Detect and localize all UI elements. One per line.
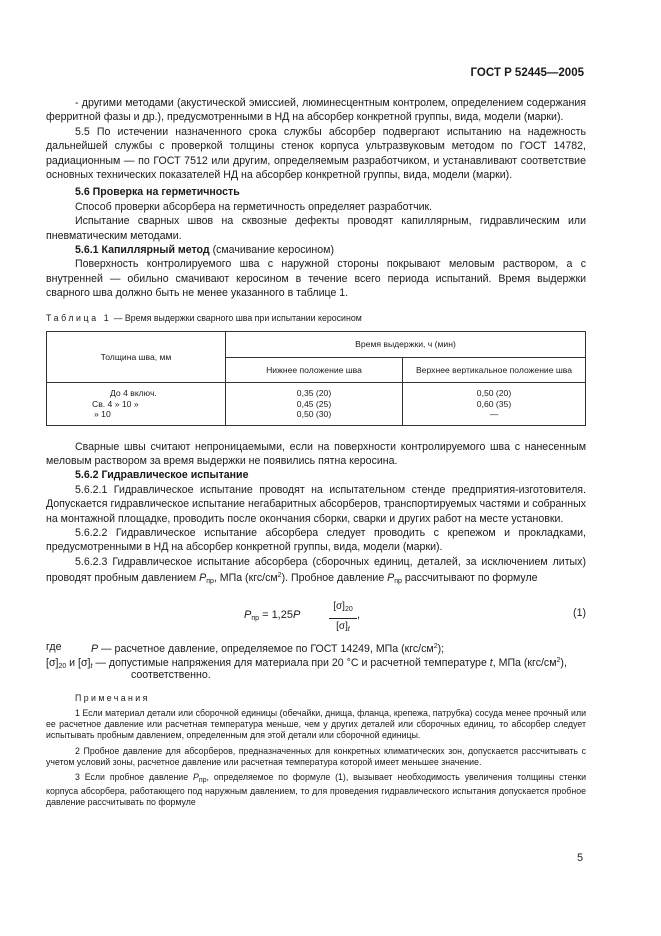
paragraph-5-6-2-2: 5.6.2.2 Гидравлическое испытание абсорбера следует проводить с крепежом и прокладками, предусмотренными в НД на абсорбер конкретной группы, вида, модели (марки).	[46, 527, 586, 554]
fraction-numerator	[329, 600, 357, 617]
symbol-p: P	[192, 772, 199, 783]
definition-text: , МПа (кгс/см	[492, 657, 557, 670]
table-1	[46, 331, 586, 426]
note-3	[46, 772, 586, 809]
table-cell: 0,50 (30)	[296, 409, 332, 420]
symbol-p: P	[199, 572, 207, 585]
superscript-2: 2	[433, 642, 438, 650]
sigma-and: и [σ]	[66, 657, 91, 670]
table-caption-text: — Время выдержки сварного шва при испытании керосином	[111, 312, 362, 323]
table-cell: 0,45 (25)	[296, 398, 332, 409]
symbol-t: t	[489, 657, 493, 670]
definition-text: соответственно.	[131, 669, 211, 682]
text-run: рассчитывают по формуле	[401, 572, 538, 585]
paragraph-leak-method: Способ проверки абсорбера на герметичность определяет разработчик.	[75, 200, 433, 213]
fraction-line	[329, 618, 357, 619]
paragraph-5-5: 5.5 По истечении назначенного срока службы абсорбер подвергают испытанию на надежность дальнейшей службы с проверкой толщины стенок корпуса ультразвуковым методом по ГОСТ 14782, радиационным — по ГОСТ 7512 или другим, определяемым разработчиком, и устанавливают соответствие основных технических показателей НД на абсорбер конкретной группы, вида, модели (марки).	[46, 125, 586, 182]
sigma-symbol: [σ]	[46, 657, 59, 670]
notes-heading: Примечания	[75, 692, 150, 703]
col-upper-values	[403, 383, 586, 426]
definitions	[46, 640, 586, 683]
col-header-lower: Нижнее положение шва	[226, 357, 403, 383]
subscript-pr: пр	[251, 614, 260, 622]
fraction-denominator	[329, 620, 357, 637]
text-run: 5.6.2.3 Гидравлическое испытание абсорбера (сборочных единиц, деталей, за исключением литых) проводят пробным давлением	[46, 555, 586, 585]
sigma-sub-t: t	[90, 663, 93, 671]
text-run: , МПа (кгс/см	[213, 572, 278, 585]
document-header: ГОСТ Р 52445—2005	[470, 67, 584, 79]
symbol-p: P	[91, 642, 99, 655]
paragraph-capillary: Поверхность контролируемого шва с наружной стороны покрывают меловым раствором, а с внутренней — обильно смачивают керосином в течение всего периода испытаний. Время выдержки сварного шва должно быть не менее указанного в таблице 1.	[46, 258, 586, 300]
text-run: ). Пробное давление	[281, 572, 388, 585]
subscript-pr: пр	[394, 578, 402, 586]
col-thickness-values	[47, 383, 226, 426]
text-run: , определяемое по формуле (1), вызывает необходимость увеличения толщины стенки корпуса абсорбера, работающего под наружным давлением, то для проведения гидравлического испытания допускается пробное давление рассчитывать по формуле	[46, 772, 586, 808]
symbol-p: P	[244, 608, 252, 621]
text-run: 3 Если пробное давление	[75, 772, 193, 783]
document-body	[46, 96, 586, 809]
heading-5-6-2: 5.6.2 Гидравлическое испытание	[75, 469, 249, 482]
close-paren: );	[437, 642, 445, 655]
formula-fraction	[329, 600, 357, 638]
subscript-pr: пр	[198, 777, 207, 785]
paragraph-5-6-2-1: 5.6.2.1 Гидравлическое испытание проводят на испытательном стенде предприятия-изготовителя. Допускается гидравлическое испытание негабаритных абсорберов, транспортируемых частями и собранных на монтажной площадке, проводить после окончания сборки, сварки и других работ на месте установки.	[46, 483, 586, 525]
superscript-2: 2	[277, 572, 282, 580]
paragraph-5-6-2-3	[46, 555, 586, 590]
table-cell: 0,35 (20)	[296, 388, 332, 399]
page-number: 5	[577, 852, 583, 864]
sigma-sub: 20	[58, 663, 67, 671]
numerator-sub: 20	[344, 605, 353, 613]
notes	[46, 693, 586, 809]
table-cell: Св. 4 » 10 »	[92, 398, 139, 409]
definition-p	[46, 640, 586, 654]
superscript-2: 2	[556, 657, 561, 665]
paragraph-impermeable: Сварные швы считают непроницаемыми, если на поверхности контролируемого шва с нанесенным меловым раствором за время выдержки не появились пятна керосина.	[46, 440, 586, 467]
col-lower-values	[226, 383, 403, 426]
close-paren: ),	[560, 657, 567, 670]
col-header-upper: Верхнее вертикальное положение шва	[403, 357, 586, 383]
denominator-sub: t	[347, 626, 350, 634]
note-1: 1 Если материал детали или сборочной единицы (обечайки, днища, фланца, крепежа, патрубка) сосуда менее прочный или ее расчетное давление или расчетная температура меньше, чем у других деталей или сборочных единиц, то абсорбер следует испытывать пробным давлением, определенным для этой детали или сборочной единицы.	[46, 708, 586, 741]
table-caption-label: Таблица 1	[46, 312, 112, 323]
heading-5-6: 5.6 Проверка на герметичность	[75, 186, 240, 199]
table-cell: 0,60 (35)	[476, 398, 512, 409]
paragraph-other-methods: - другими методами (акустической эмиссией, люминесцентным контролем, определением содержания ферритной фазы и др.), предусмотренными в НД на абсорбер конкретной группы, вида, модели (марки).	[46, 97, 586, 124]
paragraph-weld-test: Испытание сварных швов на сквозные дефекты проводят капиллярным, гидравлическим или пневматическим методами.	[46, 215, 586, 242]
definition-text: — расчетное давление, определяемое по ГОСТ 14249, МПа (кгс/см	[98, 642, 434, 655]
formula-number: (1)	[573, 606, 586, 619]
definition-text: — допустимые напряжения для материала при 20 °С и расчетной температуре	[92, 657, 490, 670]
heading-5-6-1	[46, 243, 586, 257]
note-2: 2 Пробное давление для абсорберов, предназначенных для конкретных климатических зон, допускается рассчитывать с учетом условий зоны, расчетное давление или расчетная температура которой имеет меньшее значение.	[46, 745, 586, 767]
symbol-p: P	[387, 572, 395, 585]
denominator-sigma: [σ]	[336, 621, 348, 633]
heading-5-6-1-bold: 5.6.1 Капиллярный метод	[75, 244, 210, 257]
symbol-p: P	[292, 608, 301, 621]
table-cell: 0,50 (20)	[476, 388, 512, 399]
table-cell: До 4 включ.	[110, 388, 157, 399]
table-cell: » 10	[94, 409, 111, 420]
formula-eq: = 1,25	[259, 608, 293, 621]
definition-cont	[46, 668, 586, 682]
numerator-sigma: [σ]	[333, 600, 345, 612]
formula-lhs	[244, 608, 300, 626]
col-header-thickness: Толщина шва, мм	[47, 332, 226, 383]
subscript-pr: пр	[206, 578, 214, 586]
formula-comma: ,	[357, 608, 361, 621]
definition-sigma	[46, 654, 586, 671]
table-caption	[46, 311, 586, 325]
where-label: где	[46, 640, 62, 653]
heading-5-6-1-rest: (смачивание керосином)	[209, 244, 334, 257]
table-cell: —	[489, 409, 499, 420]
col-header-time: Время выдержки, ч (мин)	[226, 332, 586, 358]
formula-1	[46, 596, 586, 636]
